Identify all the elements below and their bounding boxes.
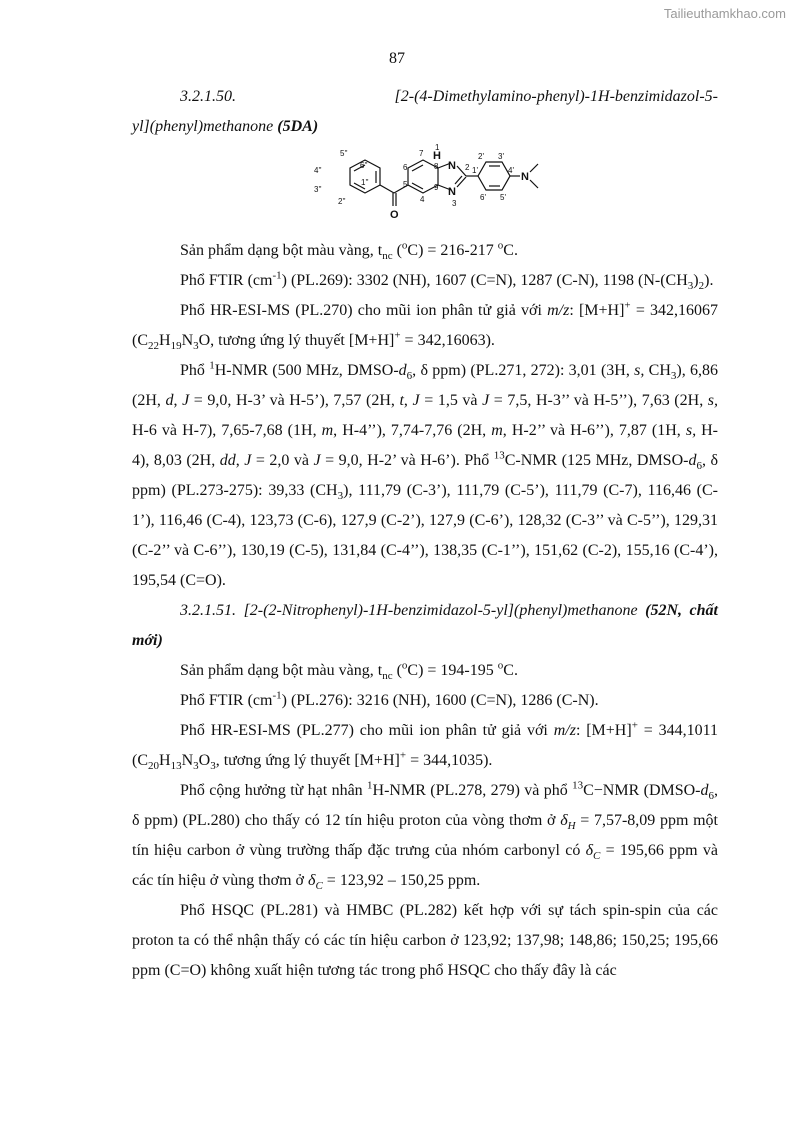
paragraph-52n-ms: Phổ HR-ESI-MS (PL.277) cho mũi ion phân tử giả với m/z: [M+H]+ = 344,1011 ($C_{20}H_{13}N_3O_3$, tương ứng lý thuyết [M+H]+ = 344,1035). xyxy=(132,719,719,773)
label-1pp: 1'' xyxy=(361,178,369,187)
watermark: Tailieuthamkhao.com xyxy=(663,6,786,21)
paragraph-5da-ms: Phổ HR-ESI-MS (PL.270) cho mũi ion phân tử giả với m/z: [M+H]+ = 342,16067 ($C_{22}H_{19}N_3O$, tương ứng lý thuyết [M+H]+ = 342,16063). xyxy=(132,299,719,353)
paragraph-5da-ftir: Phổ FTIR $(cm^{-1})$ (PL.269): 3302 (NH), 1607 (C=N), 1287 (C-N), 1198 $(N-(CH_3)_2)$. xyxy=(180,269,714,293)
label-1: 1 xyxy=(435,143,440,152)
label-5: 5 xyxy=(403,180,408,189)
label-5p: 5' xyxy=(500,193,506,202)
label-7: 7 xyxy=(419,149,424,158)
paragraph-52n-nmr: Phổ cộng hưởng từ hạt nhân $^1$H-NMR (PL.278, 279) và phổ $^{13}$C−NMR ($DMSO-d_6$, δ ppm) (PL.280) cho thấy có 12 tín hiệu proton của vòng thơm ở $\delta_H = 7,57-8,09$ ppm một tín hiệu carbon ở vùng trường thấp đặc trưng của nhóm carbonyl có $\delta_C = 195,66$ ppm và các tín hiệu ở vùng thơm ở $\delta_C = 123,92 - 150,25$ ppm. xyxy=(132,779,719,893)
chemical-structure-5da xyxy=(132,142,718,230)
label-4p: 4' xyxy=(508,166,514,175)
section-50-code: (5DA) xyxy=(277,118,319,135)
section-50-heading-line2 xyxy=(132,112,718,142)
page-number: 87 xyxy=(389,50,405,67)
section-50-heading-line1 xyxy=(132,82,718,112)
label-5pp: 5'' xyxy=(340,149,348,158)
paragraph-5da-product: Sản phẩm dạng bột màu vàng, $t_{nc}$ ($^o$C) = 216-217 $^o$C. xyxy=(180,239,518,263)
section-50-number: 3.2.1.50. xyxy=(180,88,236,105)
paragraph-52n-product: Sản phẩm dạng bột màu vàng, $t_{nc}$ ($^o$C) = 194-195 $^o$C. xyxy=(180,659,518,683)
label-nme2: N xyxy=(521,171,529,183)
label-3p: 3' xyxy=(498,152,504,161)
label-oxygen: O xyxy=(390,209,399,221)
label-8: 8 xyxy=(434,162,439,171)
label-4: 4 xyxy=(420,195,425,204)
document-body xyxy=(132,82,718,986)
label-9: 9 xyxy=(434,183,439,192)
section-51-heading xyxy=(132,596,718,656)
label-1p: 1' xyxy=(472,166,478,175)
label-6pp: 6'' xyxy=(360,161,368,170)
label-6p: 6' xyxy=(480,193,486,202)
label-nh-h: H xyxy=(433,150,441,162)
label-4pp: 4'' xyxy=(314,166,322,175)
bond-carbonyl-left xyxy=(380,185,394,193)
paragraph-52n-ftir: Phổ FTIR $(cm^{-1})$ (PL.276): 3216 (NH), 1600 (C=N), 1286 (C-N). xyxy=(180,689,599,709)
label-n3: N xyxy=(448,186,456,198)
paragraph-5da-nmr: Phổ $^1$H-NMR (500 MHz, DMSO-$d_6$, δ ppm) (PL.271, 272): 3,01 (3H, s, $CH_3$), 6,86 (2H, d, J = 9,0, H-3’ và H-5’), 7,57 (2H, t, J = 1,5 và J = 7,5, H-3’’ và H-5’’), 7,63 (2H, s, H-6 và H-7), 7,65-7,68 (1H, m, H-4’’), 7,74-7,76 (2H, m, H-2’’ và H-6’’), 7,87 (1H, s, H-4), 8,03 (2H, dd, J = 2,0 và J = 9,0, H-2’ và H-6’). Phổ $^{13}$C-NMR (125 MHz, DMSO-$d_6$, δ ppm) (PL.273-275): 39,33 $(CH_3)$, 111,79 (C-3’), 111,79 (C-5’), 111,79 (C-7), 116,46 (C-1’), 116,46 (C-4), 123,73 (C-6), 127,9 (C-2’), 127,9 (C-6’), 128,32 (C-3’’ và C-5’’), 129,31 (C-2’’ và C-6’’), 130,19 (C-5), 131,84 (C-4’’), 138,35 (C-1’’), 151,62 (C-2), 155,16 (C-4’), 195,54 (C=O). xyxy=(132,359,719,589)
section-51-title: 3.2.1.51. [2-(2-Nitrophenyl)-1H-benzimidazol-5-yl](phenyl)methanone xyxy=(180,602,646,619)
structure-svg xyxy=(132,142,718,230)
paragraph-52n-hsqc: Phổ HSQC (PL.281) và HMBC (PL.282) kết hợp với sự tách spin-spin của các proton ta có thể nhận thấy có các tín hiệu carbon ở 123,92; 137,98; 148,86; 150,25; 195,66 ppm (C=O) không xuất hiện tương tác trong phổ HSQC cho thấy đây là các xyxy=(132,902,718,979)
label-3pp: 3'' xyxy=(314,185,322,194)
section-50-title-b: yl](phenyl)methanone xyxy=(132,118,278,135)
label-6: 6 xyxy=(403,163,408,172)
label-2pp: 2'' xyxy=(338,197,346,206)
section-51-code: (52N, chất mới) xyxy=(132,602,718,649)
label-2p: 2' xyxy=(478,152,484,161)
label-n1: N xyxy=(448,160,456,172)
label-3: 3 xyxy=(452,199,457,208)
section-50-title-a: [2-(4-Dimethylamino-phenyl)-1H-benzimidazol-5- xyxy=(394,88,718,105)
label-2: 2 xyxy=(465,163,470,172)
